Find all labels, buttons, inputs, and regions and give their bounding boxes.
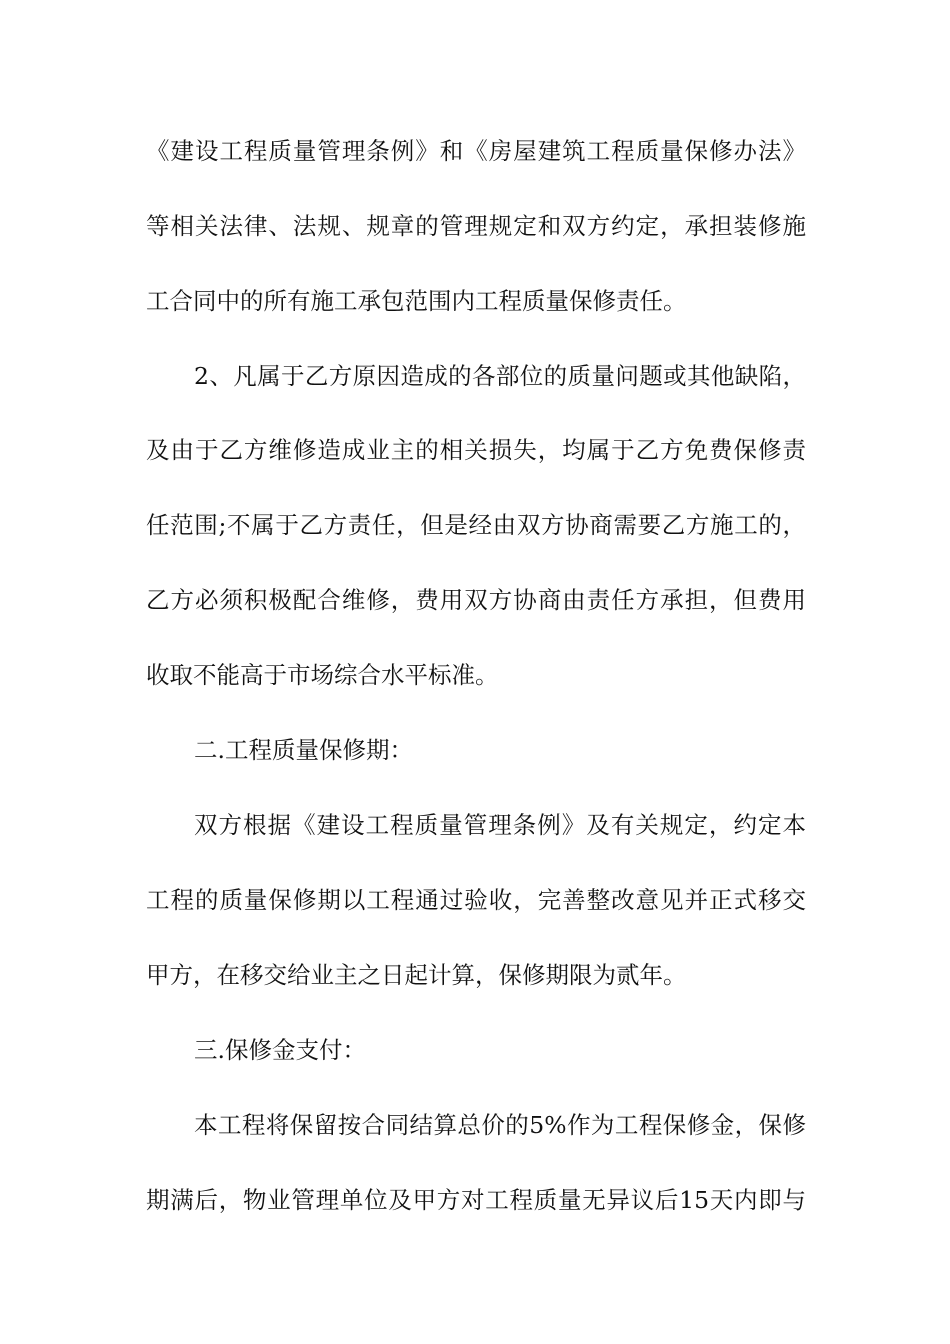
text-line-10: 双方根据《建设工程质量管理条例》及有关规定，约定本 [194,811,806,839]
text-line-8: 收取不能高于市场综合水平标准。 [146,661,499,689]
text-line-12: 甲方，在移交给业主之日起计算，保修期限为贰年。 [146,961,687,989]
text-line-15: 期满后，物业管理单位及甲方对工程质量无异议后15天内即与 [146,1186,806,1214]
section-heading-warranty-payment: 三.保修金支付： [194,1036,366,1064]
text-line-3: 工合同中的所有施工承包范围内工程质量保修责任。 [146,287,687,315]
text-line-6: 任范围;不属于乙方责任，但是经由双方协商需要乙方施工的， [146,511,806,539]
text-line-2: 等相关法律、法规、规章的管理规定和双方约定，承担装修施 [146,212,806,240]
text-line-4: 2、凡属于乙方原因造成的各部位的质量问题或其他缺陷， [194,362,806,390]
section-heading-warranty-period: 二.工程质量保修期： [194,736,413,764]
text-line-1: 《建设工程质量管理条例》和《房屋建筑工程质量保修办法》 [146,137,806,165]
text-line-11: 工程的质量保修期以工程通过验收，完善整改意见并正式移交 [146,886,806,914]
text-line-5: 及由于乙方维修造成业主的相关损失，均属于乙方免费保修责 [146,436,806,464]
text-line-7: 乙方必须积极配合维修，费用双方协商由责任方承担，但费用 [146,586,806,614]
text-line-14: 本工程将保留按合同结算总价的5%作为工程保修金，保修 [194,1111,806,1139]
